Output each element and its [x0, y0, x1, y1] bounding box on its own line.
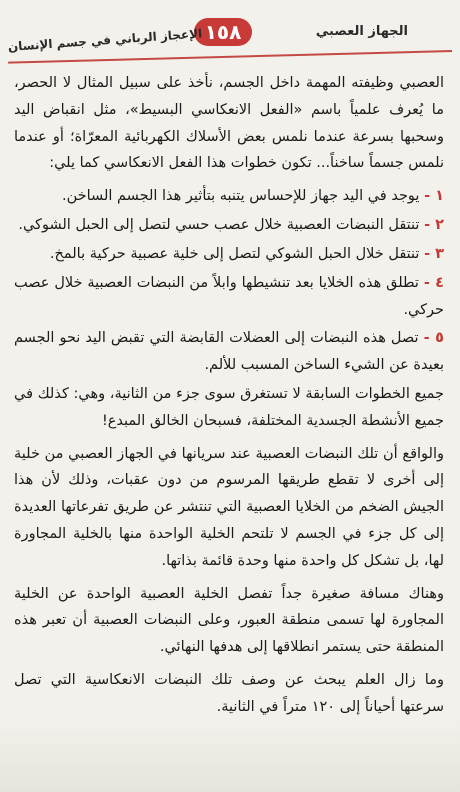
step-4	[14, 270, 444, 324]
step-text: تنتقل النبضات العصبية خلال عصب حسي لتصل إلى الحبل الشوكي.	[18, 217, 420, 234]
intro-paragraph: العصبي وظيفته المهمة داخل الجسم، نأخذ على سبيل المثال لا الحصر، ما يُعرف علمياً باسم «الفعل الانعكاسي البسيط»، مثل انقباض اليد وسحبها بسرعة عندما نلمس بعض الأسلاك الكهربائية المعرّاة؛ أو عندما نلمس جسماً ساخناً... تكون خطوات هذا الفعل الانعكاسي كما يلي:	[14, 75, 444, 172]
step-number: ٥ -	[423, 330, 444, 347]
paragraph-4: وهناك مسافة صغيرة جداً تفصل الخلية العصبية الواحدة عن الخلية المجاورة لها تسمى منطقة العبور، وعلى النبضات العصبية أن تعبر هذه المنطقة حتى يستمر انطلاقها إلى هدفها النهائي.	[14, 585, 444, 656]
step-text: يوجد في اليد جهاز للإحساس يتنبه بتأثير هذا الجسم الساخن.	[62, 188, 420, 205]
book-title: الإعجاز الرباني في جسم الإنسان	[7, 26, 203, 54]
step-2	[14, 212, 444, 239]
step-number: ١ -	[424, 188, 444, 205]
bottom-fade	[0, 720, 460, 792]
step-1	[14, 183, 444, 210]
paragraph-3: والواقع أن تلك النبضات العصبية عند سريانها في الجهاز العصبي من خلية إلى أخرى لا تقطع طريقها المرسوم من دون عقبات، وذلك لأن هذا الجيش الضخم من الخلايا العصبية التي تنتشر عن طريق تفرعاتها العديدة إلى كل جزء في الجسم لا تلتحم الخلية الواحدة منها بالخلية المجاورة لها، بل تشكل كل واحدة منها وحدة قائمة بذاتها.	[14, 445, 444, 569]
step-text: تطلق هذه الخلايا بعد تنشيطها وابلاً من النبضات العصبية خلال عصب حركي.	[14, 274, 444, 318]
page-number-badge: ١٥٨	[194, 18, 252, 46]
step-text: تصل هذه النبضات إلى العضلات القابضة التي تقبض اليد نحو الجسم بعيدة عن الشيء الساخن المسبب للألم.	[14, 330, 444, 374]
paragraph-2: جميع الخطوات السابقة لا تستغرق سوى جزء من الثانية، وهي: كذلك في جميع الأنشطة الجسدية المختلفة، فسبحان الخالق المبدع!	[14, 385, 444, 429]
step-3	[14, 241, 444, 268]
step-number: ٢ -	[424, 217, 444, 234]
step-5	[14, 325, 444, 379]
chapter-title: الجهاز العصبي	[315, 24, 408, 39]
step-number: ٣ -	[424, 245, 444, 262]
paragraph-5: وما زال العلم يبحث عن وصف تلك النبضات الانعكاسية التي تصل سرعتها أحياناً إلى ١٢٠ متراً في الثانية.	[14, 672, 444, 715]
page-header	[8, 16, 452, 56]
page-body	[14, 70, 444, 727]
step-text: تنتقل خلال الحبل الشوكي لتصل إلى خلية عصبية حركية بالمخ.	[49, 245, 420, 262]
step-number: ٤ -	[423, 274, 444, 291]
